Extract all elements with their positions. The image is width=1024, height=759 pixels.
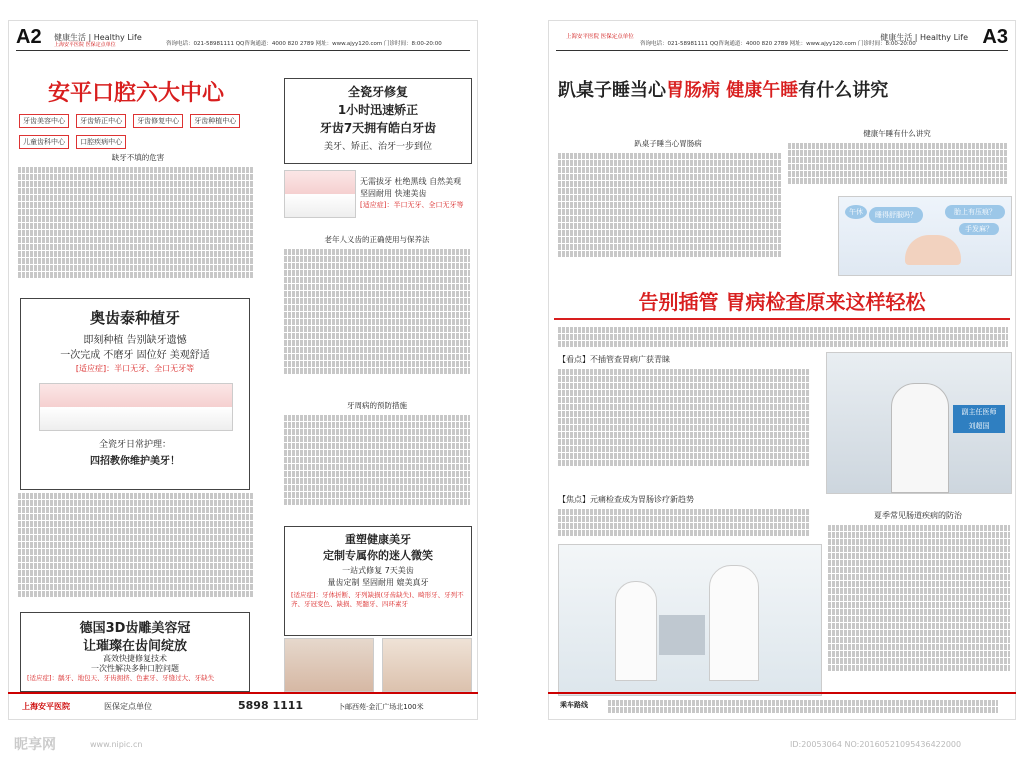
- implant-sub2: 一次完成 不磨牙 固位好 美观舒适: [60, 350, 210, 361]
- center-tag: 牙齿种植中心: [190, 114, 240, 128]
- reshape-indication: [适应症]：牙体折断、牙列缺损(牙齿缺失)、畸形牙、牙列不齐、牙冠变色、缺损、死髓牙、四环素牙: [291, 591, 464, 608]
- watermark-id: ID:20053064 NO:20160521095436422000: [790, 740, 962, 749]
- route-label: 乘车路线: [560, 701, 588, 709]
- ad1-line2: 1小时迅速矫正: [337, 103, 419, 117]
- bubble-2: 睡得舒服吗？: [869, 207, 923, 223]
- body-text: [284, 414, 470, 522]
- page-a2: [8, 20, 478, 720]
- reshape-title1: 重塑健康美牙: [345, 533, 411, 546]
- headline-part2: 胃肠病: [666, 80, 720, 101]
- big-headline: 告别插管 胃病检查原来这样轻松: [638, 290, 926, 314]
- body-text: [558, 152, 782, 274]
- doctor-name: 刘超国: [953, 419, 1005, 433]
- perio-heading: 牙周病的预防措施: [347, 401, 407, 410]
- body-text: [284, 248, 470, 394]
- care-head1: 全瓷牙日常护理：: [98, 440, 171, 450]
- ad1-title: 全瓷牙修复: [347, 85, 408, 99]
- footer-a2: [8, 692, 478, 720]
- center-tag: 儿童齿科中心: [19, 135, 69, 149]
- headline-part3: 健康午睡: [726, 80, 799, 101]
- body-text: [558, 508, 810, 542]
- body-text: [18, 492, 254, 612]
- footer-phone: 5898 1111: [238, 699, 304, 712]
- crown-sub2: 一次性解决多种口腔问题: [91, 664, 179, 673]
- doctor-photo: [826, 352, 1012, 494]
- ad1-sub: 美牙、矫正、治牙一步到位: [323, 142, 432, 152]
- implant-indication: [适应症]：半口无牙、全口无牙等: [75, 364, 195, 373]
- reshape-title2: 定制专属你的迷人微笑: [323, 549, 433, 562]
- divider: [554, 318, 1010, 320]
- doctor-title: 副主任医师: [953, 405, 1005, 419]
- footer-hospital: 上海安平医院: [22, 702, 70, 711]
- headline-part1: 趴桌子睡当心: [558, 80, 666, 101]
- point-1: 【看点】不插管查胃病广获青睐: [558, 355, 670, 364]
- footer-unit: 医保定点单位: [104, 702, 152, 711]
- reshape-ad: [284, 526, 472, 636]
- equipment: [659, 615, 705, 655]
- bubble-1: 午休: [845, 205, 867, 219]
- endoscopy-photo: [558, 544, 822, 696]
- body-text: [558, 368, 810, 480]
- main-title: 安平口腔六大中心: [47, 81, 224, 106]
- summer-heading: 夏季常见肠道疾病的防治: [874, 511, 962, 520]
- reshape-sub2: 量齿定制 坚固耐用 媲美真牙: [327, 578, 429, 587]
- center-tag: 牙齿美容中心: [19, 114, 69, 128]
- crown-title2: 让璀璨在齿间绽放: [82, 639, 187, 654]
- page-header-a2: [16, 26, 470, 51]
- center-tag: 牙齿矫正中心: [76, 114, 126, 128]
- teeth-photo: [284, 170, 356, 218]
- ad1-line3: 牙齿7天拥有皓白牙齿: [319, 121, 437, 135]
- nurse-figure: [615, 581, 657, 681]
- ad1-slogan1: 无需拔牙 杜绝黑线 自然美观: [360, 177, 462, 186]
- footer-a3: [548, 692, 1016, 720]
- body-text: [558, 326, 1008, 352]
- point-2: 【焦点】元痛检查成为胃肠诊疗新趋势: [558, 495, 694, 504]
- page-number: A2: [16, 26, 42, 48]
- crown-ad: [20, 612, 250, 692]
- crown-title1: 德国3D齿雕美容冠: [79, 621, 191, 636]
- watermark-url: www.nipic.cn: [90, 740, 143, 749]
- watermark-logo: 昵享网: [14, 736, 56, 752]
- page-gutter: [478, 0, 548, 759]
- nap-illustration: [838, 196, 1012, 276]
- sleeping-person: [905, 235, 961, 265]
- ceramic-ad: [284, 78, 472, 164]
- center-tag: 口腔疾病中心: [76, 135, 126, 149]
- reshape-sub: 一站式修复 7天美齿: [342, 566, 414, 575]
- doctor-figure: [891, 383, 949, 493]
- body-text: [18, 166, 254, 292]
- page-a3: [548, 20, 1016, 720]
- route-text: [608, 699, 998, 715]
- hospital-line: 上海安平医院 医保定点单位: [566, 34, 634, 40]
- care-head2: 四招教你维护美牙！: [90, 456, 180, 467]
- footer-address: 卜邮西苑·金汇广场北100米: [338, 703, 424, 711]
- body-text: [828, 524, 1010, 694]
- crown-indication: [适应症]：龋牙、地包天、牙齿拥挤、色素牙、牙缝过大、牙缺失: [27, 674, 215, 682]
- crown-sub1: 高效快捷修复技术: [103, 654, 167, 663]
- centers-list: [18, 108, 254, 150]
- header-info: 咨询电话：021-58981111 QQ咨询通道：4000 820 2789 网址：www.ajyy120.com 门诊时间：8:00-20:00: [640, 41, 916, 47]
- hospital-line: 上海安平医院 医保定点单位: [54, 42, 116, 48]
- implant-teeth-image: [39, 383, 233, 431]
- implant-ad: [20, 298, 250, 490]
- doctor-figure-2: [709, 565, 759, 681]
- implant-title: 奥齿泰种植牙: [89, 309, 180, 327]
- bubble-3: 胎上有压痕？: [945, 205, 1005, 219]
- section-label: 健康生活 | Healthy Life: [880, 33, 968, 42]
- center-tag: 牙齿修复中心: [133, 114, 183, 128]
- body-text: [788, 142, 1008, 196]
- headline-part4: 有什么讲究: [798, 80, 889, 101]
- sub-heading-left: 趴桌子睡当心胃肠病: [634, 139, 702, 148]
- section-heading: 缺牙不填的危害: [111, 153, 165, 162]
- ad1-indication: [适应症]：半口无牙、全口无牙等: [360, 201, 464, 209]
- section-label: 健康生活 | Healthy Life: [54, 33, 142, 42]
- smile-photo-left: [284, 638, 374, 692]
- smile-photo-right: [382, 638, 472, 692]
- page-header-a3: [556, 26, 1008, 51]
- sub-heading-right: 健康午睡有什么讲究: [863, 129, 931, 138]
- ad1-slogan2: 坚固耐用 快速美齿: [360, 189, 427, 198]
- headline: [558, 76, 1008, 102]
- elder-heading: 老年人义齿的正确使用与保养法: [324, 235, 430, 244]
- implant-sub1: 即刻种植 告别缺牙遗憾: [83, 335, 187, 346]
- header-info: 咨询电话：021-58981111 QQ咨询通道：4000 820 2789 网址：www.ajyy120.com 门诊时间：8:00-20:00: [166, 41, 442, 47]
- page-number: A3: [982, 26, 1008, 48]
- bubble-4: 手发麻？: [959, 223, 999, 235]
